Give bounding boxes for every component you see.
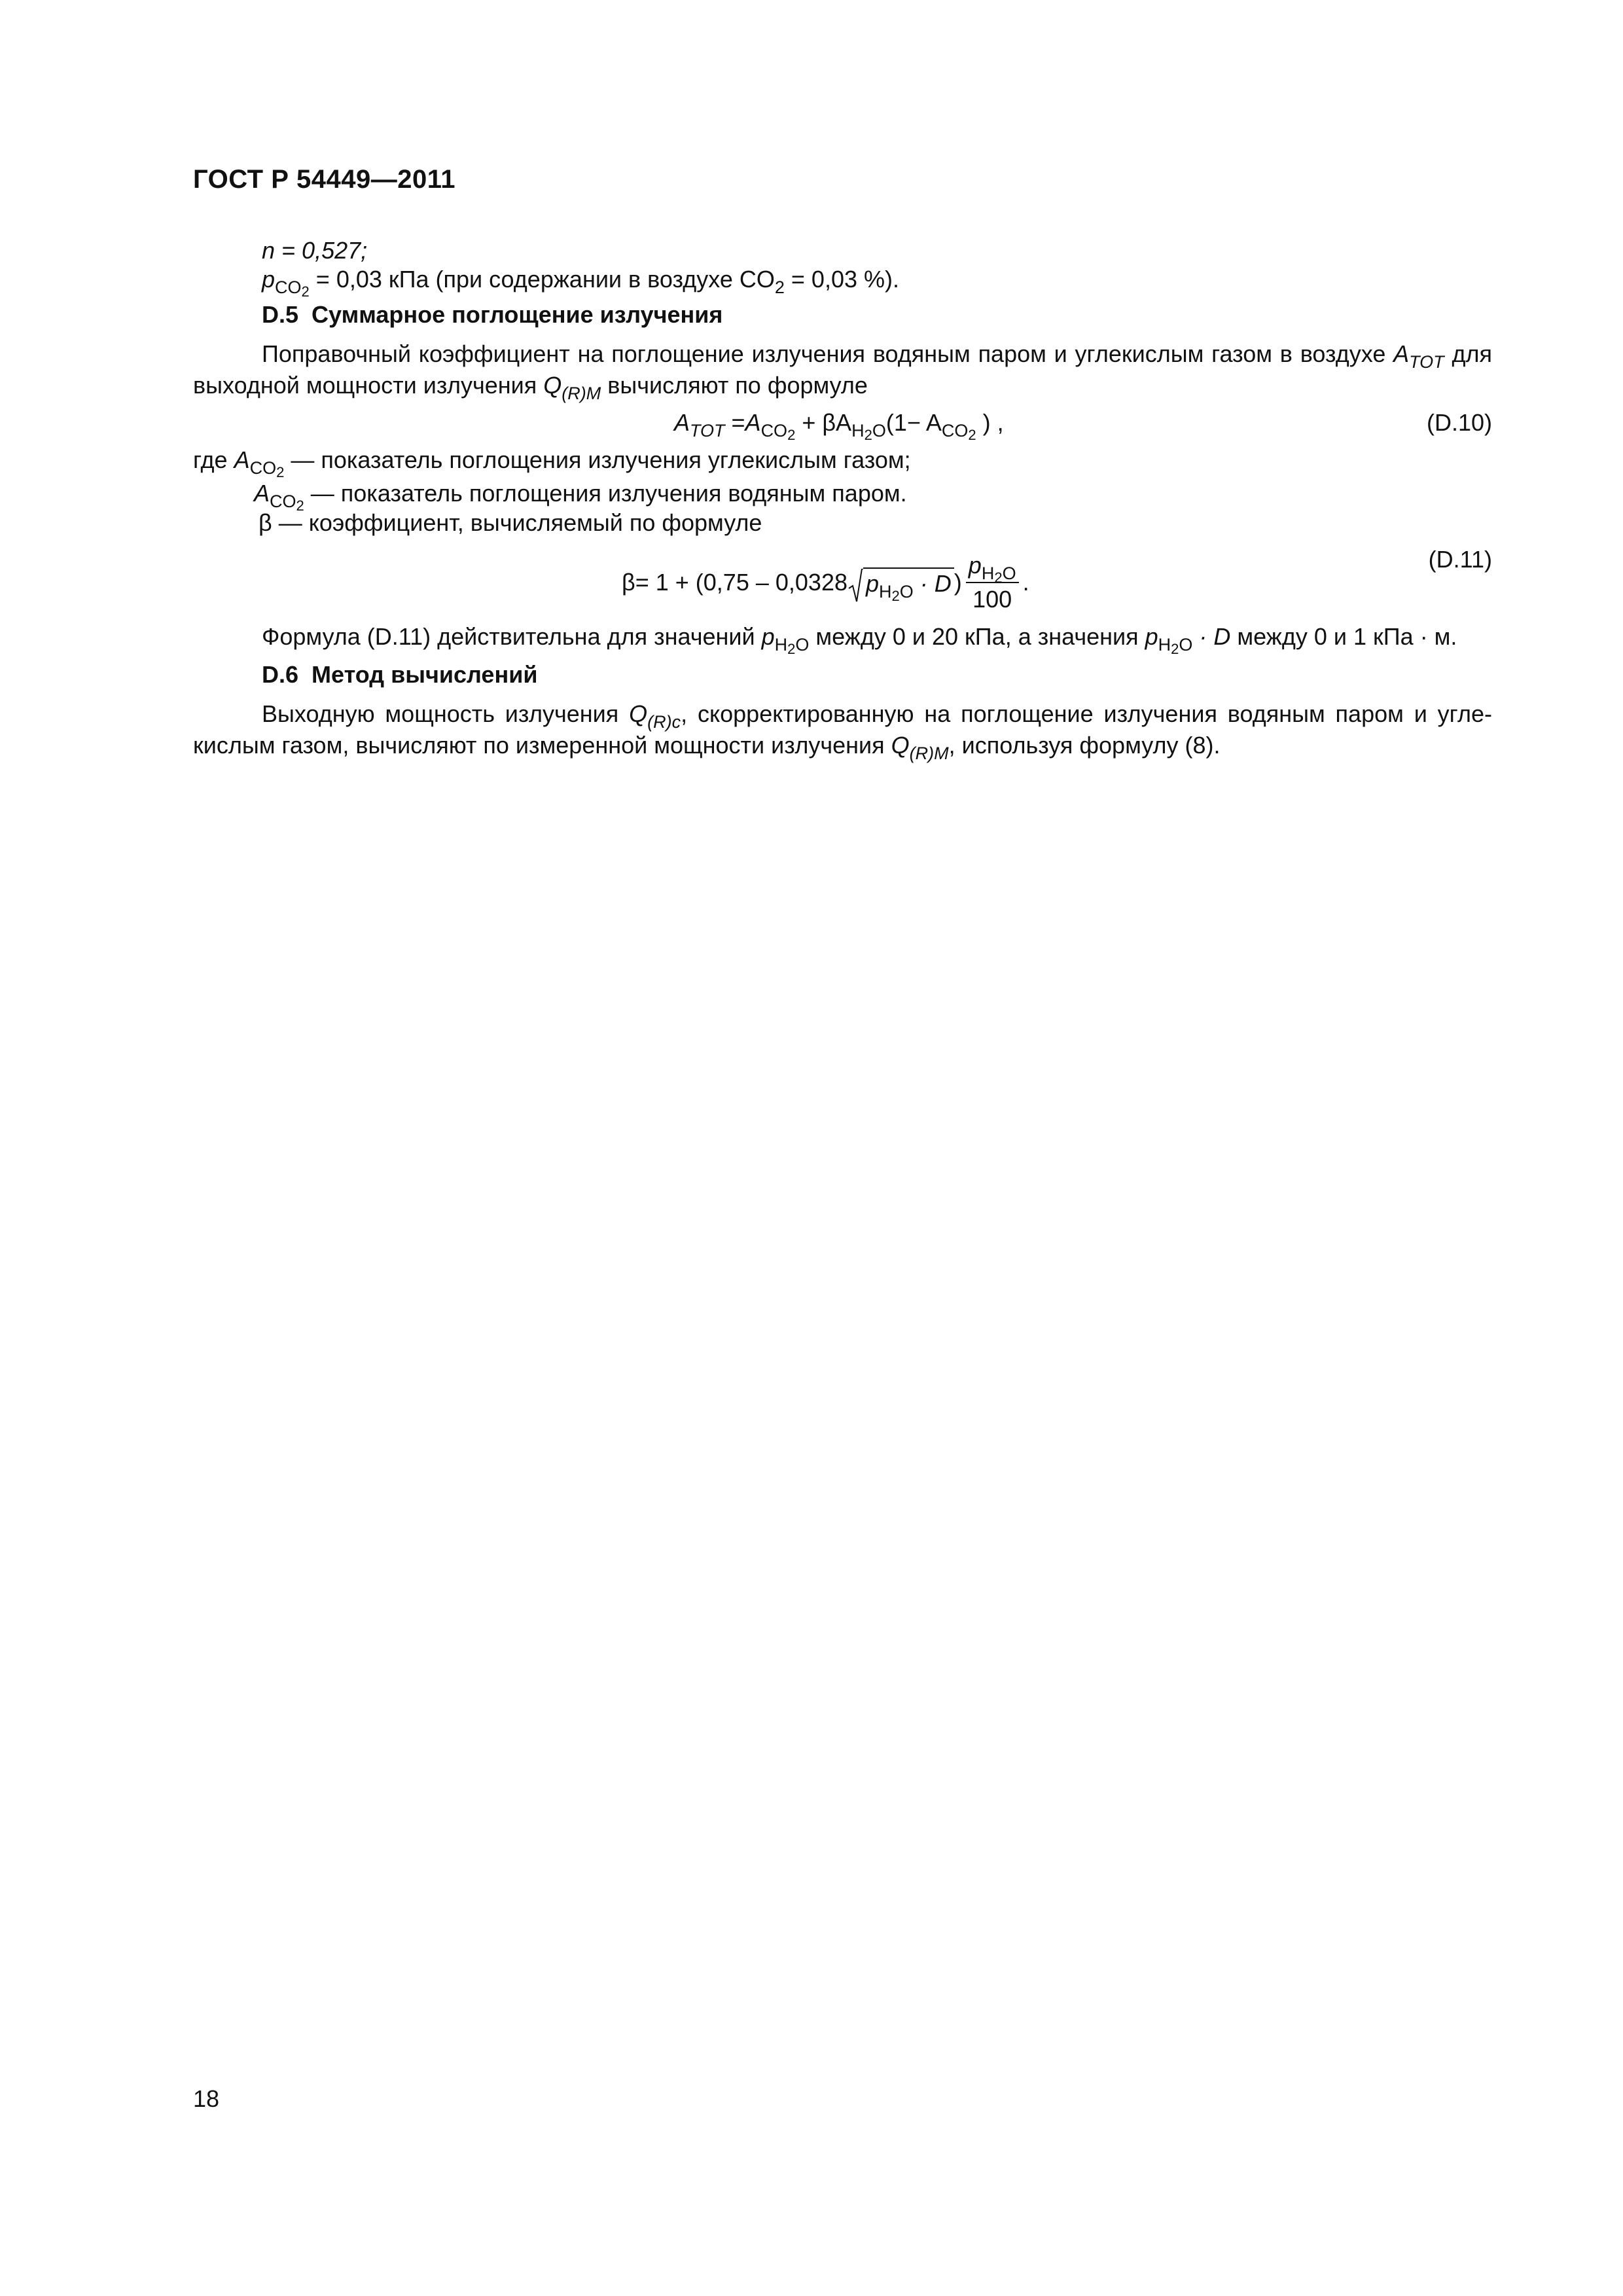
- q2-symbol: Q: [891, 732, 910, 759]
- d5-para-line1: [262, 340, 1492, 372]
- f11-numerator: [966, 552, 1019, 586]
- validity-sub3-b: O: [1179, 635, 1193, 655]
- f10-plus: + βA: [795, 409, 852, 436]
- document-header: ГОСТ Р 54449—2011: [193, 165, 455, 194]
- f11-denominator: 100: [972, 586, 1012, 613]
- f10-a2-sub2: 2: [864, 427, 872, 443]
- q1-sub: (R)c: [647, 712, 681, 732]
- f11-text1: = 1 + (0,75 – 0,0328: [635, 569, 847, 596]
- pco2-co2-sub: 2: [774, 278, 785, 297]
- f10-a3-sub2: 2: [968, 427, 976, 443]
- where-line-1: [193, 446, 911, 480]
- validity-sub2-b: 2: [1171, 641, 1179, 657]
- f11-radicand: [863, 567, 954, 604]
- f10-a1-sub2: 2: [787, 427, 796, 443]
- validity-sub: H: [774, 635, 788, 655]
- validity-mid: между 0 и 20 кПа, а значения: [809, 623, 1139, 650]
- formula-d11-number: (D.11): [1428, 546, 1492, 573]
- d6-line2-end: , используя формулу (8).: [948, 732, 1221, 759]
- where1-sub: CO: [249, 458, 277, 478]
- d6-line1-end: , скорректированную на поглощение излучения водяным паром и угле-: [681, 700, 1493, 727]
- where-line-3: β — коэффициент, вычисляемый по формуле: [259, 509, 762, 536]
- section-d6-heading: [262, 661, 537, 689]
- atot-symbol: A: [1393, 340, 1410, 367]
- pco2-text: = 0,03 кПа (при содержании в воздухе CO: [315, 266, 775, 293]
- validity-sub-b: H: [1158, 635, 1171, 655]
- validity-sub2: 2: [787, 641, 796, 657]
- f11-end: .: [1022, 569, 1029, 596]
- f11-rad-d: · D: [913, 570, 952, 597]
- param-pco2: [262, 266, 899, 300]
- where2-text: — показатель поглощения излучения водяным паром.: [304, 480, 907, 507]
- atot-sub: TOT: [1409, 352, 1444, 372]
- validity-end: между 0 и 1 кПа · м.: [1230, 623, 1457, 650]
- f11-num-p: p: [968, 552, 982, 579]
- validity-d: · D: [1192, 623, 1231, 650]
- f11-close: ): [954, 569, 962, 596]
- pco2-sub: CO: [275, 278, 302, 297]
- where2-symbol: A: [254, 480, 270, 507]
- f10-a2-sub3: O: [872, 421, 886, 440]
- pco2-sub2: 2: [301, 283, 310, 300]
- formula-d11: [622, 547, 1029, 619]
- d5-para-line2: [193, 372, 868, 403]
- f11-rad-sub: H: [879, 582, 892, 601]
- f11-num-sub: H: [981, 564, 995, 583]
- formula-d10-number: (D.10): [1426, 409, 1492, 436]
- section-d6-number: D.6: [262, 661, 299, 688]
- section-d6-title: Метод вычислений: [312, 661, 538, 688]
- where2-sub2: 2: [296, 497, 304, 514]
- q1-symbol: Q: [629, 700, 648, 727]
- f10-close: ) ,: [976, 409, 1004, 436]
- section-d5-heading: [262, 301, 722, 329]
- formula-d10: [674, 409, 1004, 443]
- f10-lhs: A: [674, 409, 690, 436]
- f11-num-sub2: 2: [994, 569, 1003, 586]
- d6-line2: [193, 732, 1221, 763]
- d6-line1-start: Выходную мощность излучения: [262, 700, 619, 727]
- q2-sub: (R)M: [909, 744, 949, 763]
- validity-line: [262, 623, 1457, 657]
- where2-sub: CO: [270, 492, 296, 511]
- radical-sign-icon: [847, 569, 863, 603]
- where1-prefix: где: [193, 446, 228, 473]
- f10-paren: (1− A: [885, 409, 942, 436]
- f10-lhs-sub: TOT: [690, 421, 725, 440]
- d6-line2-start: кислым газом, вычисляют по измеренной мощности излучения: [193, 732, 885, 759]
- where1-sub2: 2: [276, 464, 285, 480]
- f10-a1-sub: CO: [760, 421, 788, 440]
- where-line-2: [254, 480, 907, 514]
- section-d5-title: Суммарное поглощение излучения: [312, 301, 723, 328]
- d5-para-line1-end: для: [1452, 340, 1492, 367]
- param-n-text: n = 0,527;: [262, 237, 368, 264]
- f11-beta: β: [622, 569, 635, 596]
- f11-fraction: [966, 552, 1019, 613]
- f10-eq: =: [724, 409, 745, 436]
- validity-p: p: [761, 623, 775, 650]
- d6-line1: [262, 700, 1493, 732]
- where1-text: — показатель поглощения излучения углекислым газом;: [284, 446, 911, 473]
- section-d5-number: D.5: [262, 301, 299, 328]
- f10-a1: A: [745, 409, 761, 436]
- f11-num-sub3: O: [1002, 564, 1016, 583]
- d5-para-line2-end: вычисляют по формуле: [607, 372, 868, 399]
- f11-rad-p: p: [865, 570, 880, 597]
- f10-a2-sub: H: [851, 421, 865, 440]
- pco2-symbol: p: [262, 266, 276, 293]
- f11-rad-sub2: 2: [891, 588, 900, 604]
- pco2-text2: = 0,03 %).: [784, 266, 899, 293]
- f11-rad-sub3: O: [899, 582, 914, 601]
- q-symbol: Q: [543, 372, 562, 399]
- validity-p2: p: [1145, 623, 1158, 650]
- param-n: [262, 237, 367, 264]
- validity-sub3: O: [795, 635, 810, 655]
- d5-para-line1-text: Поправочный коэффициент на поглощение излучения водяным паром и углекислым газом в воздухе: [262, 340, 1386, 367]
- where1-symbol: A: [234, 446, 250, 473]
- validity-start: Формула (D.11) действительна для значений: [262, 623, 755, 650]
- f10-a3-sub: CO: [941, 421, 969, 440]
- f11-sqrt: [847, 567, 954, 604]
- q-sub: (R)M: [562, 384, 601, 403]
- page-number: 18: [193, 2085, 220, 2112]
- d5-para-line2-start: выходной мощности излучения: [193, 372, 537, 399]
